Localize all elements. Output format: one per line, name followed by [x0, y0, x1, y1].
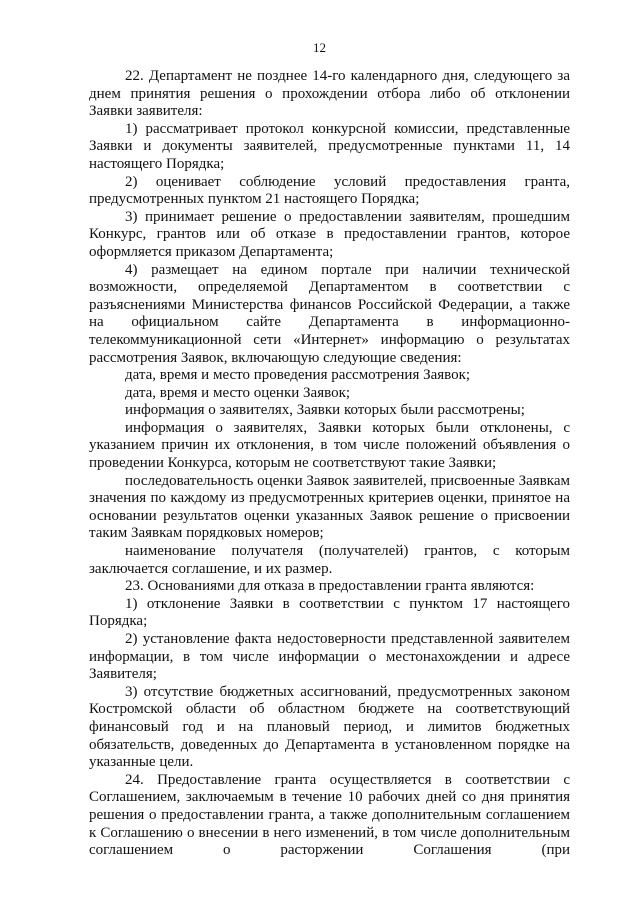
paragraph-22: 22. Департамент не позднее 14-го календарного дня, следующего за днем принятия решения о прохождении отбора либо об отклонении Заявки заявителя:	[89, 68, 570, 120]
document-body	[89, 68, 570, 860]
paragraph-23-item-3: 3) отсутствие бюджетных ассигнований, предусмотренных законом Костромской области об областном бюджете на соответствующий финансовый год и на плановый период, и лимитов бюджетных обязательств, доведенных до Департамента в установленном порядке на указанные цели.	[89, 683, 570, 771]
paragraph-22-item-4: 4) размещает на едином портале при наличии технической возможности, определяемой Департаментом в соответствии с разъяснениями Министерства финансов Российской Федерации, а также на официальном сайте Департамента в информационно-телекоммуникационной сети «Интернет» информацию о результатах рассмотрения Заявок, включающую следующие сведения:	[89, 261, 570, 366]
paragraph-23-item-2: 2) установление факта недостоверности представленной заявителем информации, в том числе информации о местонахождении и адресе Заявителя;	[89, 631, 570, 683]
info-item-rejected-applicants: информация о заявителях, Заявки которых были отклонены, с указанием причин их отклонения, в том числе положений объявления о проведении Конкурса, которым не соответствуют такие Заявки;	[89, 419, 570, 472]
paragraph-23: 23. Основаниями для отказа в предоставлении гранта являются:	[125, 578, 535, 595]
info-item-evaluation-date: дата, время и место оценки Заявок;	[125, 384, 351, 401]
info-item-reviewed-applicants: информация о заявителях, Заявки которых были рассмотрены;	[125, 402, 525, 419]
paragraph-23-item-1: 1) отклонение Заявки в соответствии с пунктом 17 настоящего Порядка;	[89, 595, 570, 630]
info-item-review-date: дата, время и место проведения рассмотрения Заявок;	[125, 367, 471, 384]
paragraph-22-item-2: 2) оценивает соблюдение условий предоставления гранта, предусмотренных пунктом 21 настоящего Порядка;	[89, 173, 570, 208]
info-item-recipients: наименование получателя (получателей) грантов, с которым заключается соглашение, и их размер.	[89, 543, 570, 577]
paragraph-22-item-1: 1) рассматривает протокол конкурсной комиссии, представленные Заявки и документы заявителей, предусмотренные пунктами 11, 14 настоящего Порядка;	[89, 120, 570, 172]
info-item-evaluation-sequence: последовательность оценки Заявок заявителей, присвоенные Заявкам значения по каждому из предусмотренных критериев оценки, принятое на основании результатов оценки указанных Заявок решение о присвоении таким Заявкам порядковых номеров;	[89, 472, 570, 542]
paragraph-24: 24. Предоставление гранта осуществляется в соответствии с Соглашением, заключаемым в течение 10 рабочих дней со дня принятия решения о предоставлении гранта, а также дополнительным соглашением к Соглашению о внесении в него изменений, в том числе дополнительным соглашением о расторжении Соглашения (при	[89, 771, 570, 859]
paragraph-22-item-3: 3) принимает решение о предоставлении заявителям, прошедшим Конкурс, грантов или об отказе в предоставлении грантов, которое оформляется приказом Департамента;	[89, 208, 570, 260]
page-number: 12	[313, 40, 326, 55]
